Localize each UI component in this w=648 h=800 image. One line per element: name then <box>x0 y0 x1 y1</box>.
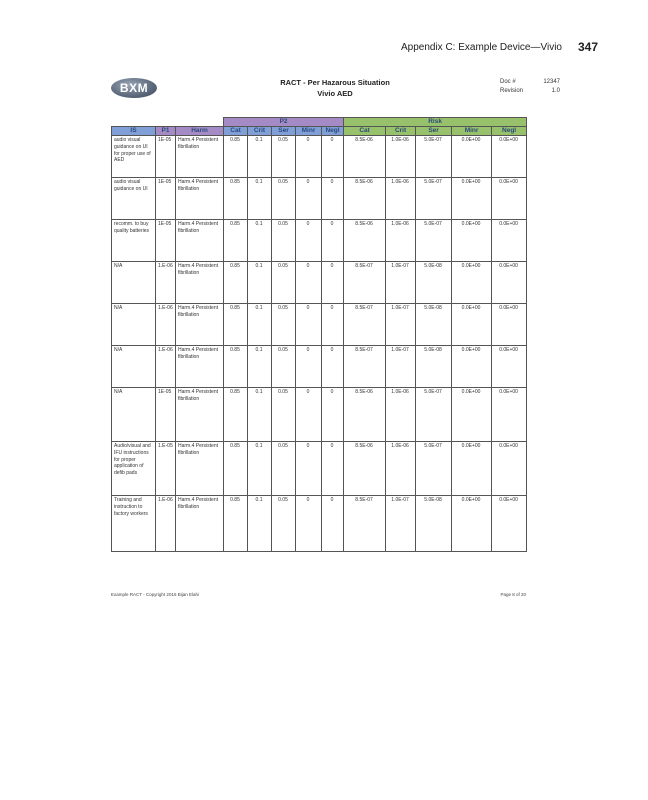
cell-risk-ser: 5.0E-08 <box>416 496 452 552</box>
cell-risk-minr: 0.0E+00 <box>452 136 492 178</box>
table-row <box>112 262 527 304</box>
cell-is: Audio/visual and IFU instructions for proper application of defib pads <box>112 442 156 496</box>
cell-risk-negl: 0.0E+00 <box>492 262 527 304</box>
cell-risk-crit: 1.0E-06 <box>386 136 416 178</box>
footer-copyright: Example RACT - Copyright 2016 Bijan Elahi <box>111 592 199 597</box>
cell-risk-minr: 0.0E+00 <box>452 304 492 346</box>
cell-risk-crit: 1.0E-06 <box>386 220 416 262</box>
running-head <box>0 40 648 56</box>
cell-p2-ser: 0.05 <box>272 220 296 262</box>
cell-risk-ser: 5.0E-08 <box>416 346 452 388</box>
cell-risk-cat: 8.5E-06 <box>344 220 386 262</box>
cell-risk-crit: 1.0E-07 <box>386 496 416 552</box>
cell-risk-cat: 8.5E-07 <box>344 304 386 346</box>
cell-risk-minr: 0.0E+00 <box>452 220 492 262</box>
footer-page-count: Page 8 of 20 <box>500 592 526 597</box>
cell-risk-negl: 0.0E+00 <box>492 346 527 388</box>
cell-risk-cat: 8.5E-07 <box>344 262 386 304</box>
col-header-p2-crit: Crit <box>248 127 272 136</box>
col-header-risk-ser: Ser <box>416 127 452 136</box>
cell-p1: 1E-05 <box>156 178 176 220</box>
cell-p2-crit: 0.1 <box>248 136 272 178</box>
cell-p1: 1.E-05 <box>156 442 176 496</box>
cell-is: recomm. to buy quality batteries <box>112 220 156 262</box>
cell-risk-cat: 8.5E-07 <box>344 346 386 388</box>
cell-risk-negl: 0.0E+00 <box>492 388 527 442</box>
cell-p2-cat: 0.85 <box>224 388 248 442</box>
document-title-line2: Vivio AED <box>317 89 353 98</box>
cell-p2-minr: 0 <box>296 262 322 304</box>
cell-harm: Harm.4 Persistent fibrillation <box>176 304 224 346</box>
group-header-p2: P2 <box>224 118 344 127</box>
doc-number-label: Doc # <box>500 79 516 85</box>
cell-p2-ser: 0.05 <box>272 442 296 496</box>
cell-p2-crit: 0.1 <box>248 442 272 496</box>
cell-p2-crit: 0.1 <box>248 262 272 304</box>
cell-p1: 1.E-06 <box>156 304 176 346</box>
cell-is: N/A <box>112 262 156 304</box>
col-header-p2-negl: Negl <box>322 127 344 136</box>
cell-p2-cat: 0.85 <box>224 496 248 552</box>
cell-p2-negl: 0 <box>322 388 344 442</box>
cell-risk-ser: 5.0E-07 <box>416 220 452 262</box>
cell-p2-ser: 0.05 <box>272 388 296 442</box>
cell-is: N/A <box>112 304 156 346</box>
cell-p2-minr: 0 <box>296 136 322 178</box>
table-row <box>112 496 527 552</box>
table-row <box>112 346 527 388</box>
cell-p2-crit: 0.1 <box>248 346 272 388</box>
document-title-line1: RACT - Per Hazarous Situation <box>280 78 390 87</box>
cell-risk-negl: 0.0E+00 <box>492 220 527 262</box>
cell-harm: Harm.4 Persistent fibrillation <box>176 136 224 178</box>
cell-is: N/A <box>112 388 156 442</box>
cell-p2-cat: 0.85 <box>224 262 248 304</box>
cell-risk-negl: 0.0E+00 <box>492 442 527 496</box>
cell-p2-crit: 0.1 <box>248 496 272 552</box>
cell-p2-negl: 0 <box>322 178 344 220</box>
cell-risk-minr: 0.0E+00 <box>452 262 492 304</box>
doc-number-value: 12347 <box>543 79 560 85</box>
cell-p2-minr: 0 <box>296 496 322 552</box>
cell-p2-cat: 0.85 <box>224 220 248 262</box>
cell-p2-ser: 0.05 <box>272 262 296 304</box>
revision-label: Revision <box>500 88 524 94</box>
document-meta <box>500 78 560 96</box>
table-row <box>112 136 527 178</box>
cell-p2-cat: 0.85 <box>224 442 248 496</box>
cell-p1: 1.E-06 <box>156 262 176 304</box>
col-header-p2-cat: Cat <box>224 127 248 136</box>
cell-p1: 1E-05 <box>156 220 176 262</box>
cell-p2-cat: 0.85 <box>224 178 248 220</box>
cell-harm: Harm.4 Persistent fibrillation <box>176 388 224 442</box>
cell-p2-minr: 0 <box>296 442 322 496</box>
cell-p2-negl: 0 <box>322 136 344 178</box>
cell-risk-crit: 1.0E-07 <box>386 262 416 304</box>
cell-p1: 1.E-06 <box>156 496 176 552</box>
cell-risk-ser: 5.0E-08 <box>416 262 452 304</box>
col-header-risk-negl: Negl <box>492 127 527 136</box>
table-row <box>112 442 527 496</box>
col-header-risk-crit: Crit <box>386 127 416 136</box>
cell-p2-minr: 0 <box>296 304 322 346</box>
running-head-title: Appendix C: Example Device—Vivio <box>400 42 562 53</box>
col-header-risk-minr: Minr <box>452 127 492 136</box>
cell-p2-minr: 0 <box>296 346 322 388</box>
cell-risk-crit: 1.0E-07 <box>386 346 416 388</box>
revision-row <box>500 87 560 96</box>
cell-risk-ser: 5.0E-07 <box>416 442 452 496</box>
cell-is: N/A <box>112 346 156 388</box>
cell-p2-cat: 0.85 <box>224 304 248 346</box>
ract-table <box>111 117 527 552</box>
revision-value: 1.0 <box>551 88 560 94</box>
cell-harm: Harm.4 Persistent fibrillation <box>176 496 224 552</box>
cell-p1: 1E-05 <box>156 136 176 178</box>
table-row <box>112 220 527 262</box>
cell-p2-ser: 0.05 <box>272 346 296 388</box>
page-footer <box>111 592 526 600</box>
col-header-p1: P1 <box>156 127 176 136</box>
cell-p1: 1.E-06 <box>156 346 176 388</box>
cell-p2-ser: 0.05 <box>272 304 296 346</box>
cell-p2-ser: 0.05 <box>272 496 296 552</box>
cell-risk-negl: 0.0E+00 <box>492 178 527 220</box>
cell-risk-cat: 8.5E-06 <box>344 442 386 496</box>
group-header-blank <box>112 118 224 127</box>
cell-risk-cat: 8.5E-06 <box>344 136 386 178</box>
cell-harm: Harm.4 Persistent fibrillation <box>176 442 224 496</box>
cell-p2-crit: 0.1 <box>248 304 272 346</box>
cell-p2-negl: 0 <box>322 346 344 388</box>
cell-risk-crit: 1.0E-06 <box>386 442 416 496</box>
col-header-is: IS <box>112 127 156 136</box>
cell-risk-cat: 8.5E-07 <box>344 496 386 552</box>
group-header-row <box>112 118 527 127</box>
cell-risk-minr: 0.0E+00 <box>452 346 492 388</box>
table-row <box>112 304 527 346</box>
cell-harm: Harm.4 Persistent fibrillation <box>176 346 224 388</box>
cell-p2-ser: 0.05 <box>272 178 296 220</box>
cell-risk-minr: 0.0E+00 <box>452 496 492 552</box>
cell-is: audio visual guidance on UI for proper use of AED <box>112 136 156 178</box>
cell-p2-crit: 0.1 <box>248 178 272 220</box>
col-header-harm: Harm <box>176 127 224 136</box>
cell-p2-cat: 0.85 <box>224 346 248 388</box>
cell-p2-crit: 0.1 <box>248 388 272 442</box>
cell-p2-negl: 0 <box>322 496 344 552</box>
cell-risk-negl: 0.0E+00 <box>492 304 527 346</box>
table-row <box>112 388 527 442</box>
cell-risk-crit: 1.0E-06 <box>386 388 416 442</box>
cell-risk-ser: 5.0E-07 <box>416 136 452 178</box>
cell-risk-minr: 0.0E+00 <box>452 388 492 442</box>
cell-risk-minr: 0.0E+00 <box>452 178 492 220</box>
cell-risk-ser: 5.0E-08 <box>416 304 452 346</box>
col-header-p2-ser: Ser <box>272 127 296 136</box>
cell-p2-crit: 0.1 <box>248 220 272 262</box>
cell-p2-negl: 0 <box>322 442 344 496</box>
document-title <box>220 77 450 99</box>
cell-risk-crit: 1.0E-07 <box>386 304 416 346</box>
cell-risk-cat: 8.5E-06 <box>344 178 386 220</box>
column-header-row <box>112 127 527 136</box>
cell-p2-negl: 0 <box>322 220 344 262</box>
cell-harm: Harm.4 Persistent fibrillation <box>176 220 224 262</box>
col-header-risk-cat: Cat <box>344 127 386 136</box>
cell-risk-minr: 0.0E+00 <box>452 442 492 496</box>
cell-is: Training and instruction to factory workers <box>112 496 156 552</box>
cell-p2-negl: 0 <box>322 304 344 346</box>
cell-risk-crit: 1.0E-06 <box>386 178 416 220</box>
page-number: 347 <box>577 40 598 54</box>
cell-p1: 1E-05 <box>156 388 176 442</box>
cell-is: audio visual guidance on UI <box>112 178 156 220</box>
group-header-risk: Risk <box>344 118 527 127</box>
cell-risk-ser: 5.0E-07 <box>416 178 452 220</box>
cell-p2-minr: 0 <box>296 178 322 220</box>
cell-p2-ser: 0.05 <box>272 136 296 178</box>
doc-number-row <box>500 78 560 87</box>
cell-p2-minr: 0 <box>296 220 322 262</box>
cell-p2-cat: 0.85 <box>224 136 248 178</box>
cell-risk-cat: 8.5E-06 <box>344 388 386 442</box>
bxm-logo: BXM <box>111 78 157 98</box>
col-header-p2-minr: Minr <box>296 127 322 136</box>
cell-harm: Harm.4 Persistent fibrillation <box>176 178 224 220</box>
cell-risk-negl: 0.0E+00 <box>492 496 527 552</box>
cell-risk-negl: 0.0E+00 <box>492 136 527 178</box>
cell-p2-minr: 0 <box>296 388 322 442</box>
cell-risk-ser: 5.0E-07 <box>416 388 452 442</box>
cell-p2-negl: 0 <box>322 262 344 304</box>
cell-harm: Harm.4 Persistent fibrillation <box>176 262 224 304</box>
table-row <box>112 178 527 220</box>
